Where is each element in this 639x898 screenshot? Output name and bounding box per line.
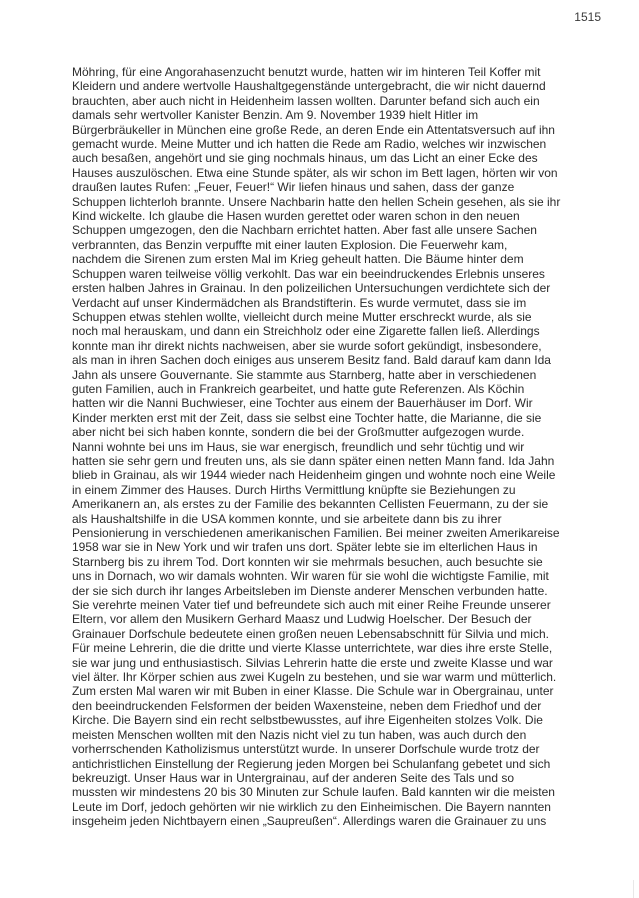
text-line: aber nicht bei sich haben konnte, sondern die bei der Großmutter aufgezogen wurde.	[72, 425, 525, 440]
text-line: sie war jung und enthusiastisch. Silvias Lehrerin hatte die erste und zweite Klasse und war	[72, 655, 553, 670]
text-line: insgeheim jeden Nichtbayern einen „Saupreußen“. Allerdings waren die Grainauer zu uns	[72, 814, 547, 829]
text-line: mussten wir mindestens 20 bis 30 Minuten zur Schule laufen. Bald kannten wir die meisten	[72, 785, 555, 800]
text-line: guten Familien, auch in Frankreich gearbeitet, und hatte gute Referenzen. Als Köchin	[72, 381, 525, 396]
text-line: Sie verehrte meinen Vater tief und befreundete sich auch mit einer Reihe Freunde unserer	[72, 598, 551, 613]
text-line: vorherrschenden Katholizismus unterstützt wurde. In unserer Dorfschule wurde trotz der	[72, 742, 540, 757]
text-line: meisten Menschen wollten mit den Nazis nicht viel zu tun haben, was auch durch den	[72, 727, 527, 742]
page-number: 1515	[574, 10, 601, 24]
text-line: hatten sie sehr gern und freuten uns, als sie dann später einen netten Mann fand. Ida Jahn	[72, 453, 555, 468]
text-line: noch mal herauskam, und dann ein Streichholz oder eine Zigarette fallen ließ. Allerdings	[72, 324, 540, 339]
text-line: Kleidern und andere wertvolle Haushaltgegenstände untergebracht, die wir nicht dauernd	[72, 79, 546, 94]
text-line: hatten wir die Nanni Buchwieser, eine Tochter aus einem der Bauerhäuser im Dorf. Wir	[72, 396, 533, 411]
text-line: Schuppen etwas stehlen wollte, vielleicht durch meine Mutter erschreckt wurde, als sie	[72, 309, 532, 324]
text-line: damals sehr wertvoller Kanister Benzin. Am 9. November 1939 hielt Hitler im	[72, 108, 479, 123]
text-line: konnte man ihr direkt nichts nachweisen, aber sie wurde sofort gekündigt, insbesondere,	[72, 338, 542, 353]
text-line: Zum ersten Mal waren wir mit Buben in einer Klasse. Die Schule war in Obergrainau, unter	[72, 684, 554, 699]
text-line: antichristlichen Einstellung der Regierung jeden Morgen bei Schulanfang gebetet und sich	[72, 756, 551, 771]
text-line: Bürgerbräukeller in München eine große Rede, an deren Ende ein Attentatsversuch auf ihn	[72, 122, 555, 137]
text-line: als Haushaltshilfe in die USA kommen konnte, und sie arbeitete dann bis zu ihrer	[72, 511, 502, 526]
text-line: der sie sich durch ihr langes Arbeitsleben im Dienste anderer Menschen verbunden hatte.	[72, 583, 548, 598]
text-line: Schuppen waren teilweise völlig verkohlt. Das war ein beeindruckendes Erlebnis unseres	[72, 266, 545, 281]
text-line: blieb in Grainau, als wir 1944 wieder nach Heidenheim gingen und wohnte noch eine Weile	[72, 468, 556, 483]
body-text	[72, 65, 632, 829]
text-line: Kinder merkten erst mit der Zeit, dass sie selbst eine Tochter hatte, die Marianne, die sie	[72, 410, 542, 425]
text-line: Möhring, für eine Angorahasenzucht benutzt wurde, hatten wir im hinteren Teil Koffer mit	[72, 65, 541, 79]
text-line: Starnberg bis zu ihrem Tod. Dort konnten wir sie mehrmals besuchen, auch besuchte sie	[72, 554, 543, 569]
text-line: draußen lautes Rufen: „Feuer, Feuer!“ Wir liefen hinaus und sahen, dass der ganze	[72, 180, 515, 195]
text-line: gemacht wurde. Meine Mutter und ich hatten die Rede am Radio, welches wir inzwischen	[72, 137, 547, 152]
text-line: viel älter. Ihr Körper schien aus zwei Kugeln zu bestehen, und sie war warm und mütterlich.	[72, 670, 557, 685]
text-line: den beeindruckenden Felsformen der beiden Waxensteine, neben dem Friedhof und der	[72, 698, 542, 713]
text-line: Eltern, vor allem den Musikern Gerhard Maasz und Ludwig Hoelscher. Der Besuch der	[72, 612, 532, 627]
text-line: nachdem die Sirenen zum ersten Mal im Krieg geheult hatten. Die Bäume hinter dem	[72, 252, 524, 267]
text-line: ersten halben Jahres in Grainau. In den polizeilichen Untersuchungen verdichtete sich der	[72, 281, 551, 296]
text-line: Schuppen lichterloh brannte. Unsere Nachbarin hatte den hellen Schein gesehen, als sie ihr	[72, 194, 561, 209]
text-line: in einem Zimmer des Hauses. Durch Hirths Vermittlung knüpfte sie Beziehungen zu	[72, 482, 516, 497]
text-line: Verdacht auf unser Kindermädchen als Brandstifterin. Es wurde vermutet, dass sie im	[72, 295, 527, 310]
text-line: Grainauer Dorfschule bedeutete einen großen neuen Lebensabschnitt für Silvia und mich.	[72, 626, 549, 641]
text-line: Kirche. Die Bayern sind ein recht selbstbewusstes, auf ihre Eigenheiten stolzes Volk. Die	[72, 713, 543, 728]
text-line: brauchten, aber auch nicht in Heidenheim lassen wollten. Darunter befand sich auch ein	[72, 93, 540, 108]
text-line: verbrannten, das Benzin verpuffte mit einer lauten Explosion. Die Feuerwehr kam,	[72, 237, 508, 252]
text-line: Kind wickelte. Ich glaube die Hasen wurden gerettet oder waren schon in den neuen	[72, 209, 520, 224]
text-line: Schuppen umgezogen, den die Nachbarn errichtet hatten. Aber fast alle unsere Sachen	[72, 223, 537, 238]
text-line: Nanni wohnte bei uns im Haus, sie war energisch, freundlich und sehr tüchtig und wir	[72, 439, 525, 454]
text-line: Leute im Dorf, jedoch gehörten wir nie wirklich zu den Einheimischen. Die Bayern nannten	[72, 799, 551, 814]
scan-edge-mark	[633, 880, 634, 898]
text-line: als man in ihren Sachen doch einiges aus unserem Besitz fand. Bald darauf kam dann Ida	[72, 353, 551, 368]
text-line: 1958 war sie in New York und wir trafen uns dort. Später lebte sie im elterlichen Haus in	[72, 540, 538, 555]
text-line: Hauses auszulöschen. Etwa eine Stunde später, als wir schon im Bett lagen, hörten wir von	[72, 165, 558, 180]
text-line: Für meine Lehrerin, die die dritte und vierte Klasse unterrichtete, war dies ihre erste Stelle,	[72, 641, 553, 656]
text-line: Pensionierung in verschiedenen amerikanischen Familien. Bei meiner zweiten Amerikareise	[72, 526, 560, 540]
text-line: uns in Dornach, wo wir damals wohnten. Wir waren für sie wohl die wichtigste Familie, mit	[72, 569, 549, 584]
text-line: bekreuzigt. Unser Haus war in Untergrainau, auf der anderen Seite des Tals und so	[72, 770, 515, 785]
text-line: auch besaßen, angehört und sie ging nochmals hinaus, um das Licht an einer Ecke des	[72, 151, 538, 166]
text-line: Amerikanern an, als erstes zu der Familie des bekannten Cellisten Feuermann, zu der sie	[72, 497, 549, 512]
text-line: Jahn als unsere Gouvernante. Sie stammte aus Starnberg, hatte aber in verschiedenen	[72, 367, 537, 382]
